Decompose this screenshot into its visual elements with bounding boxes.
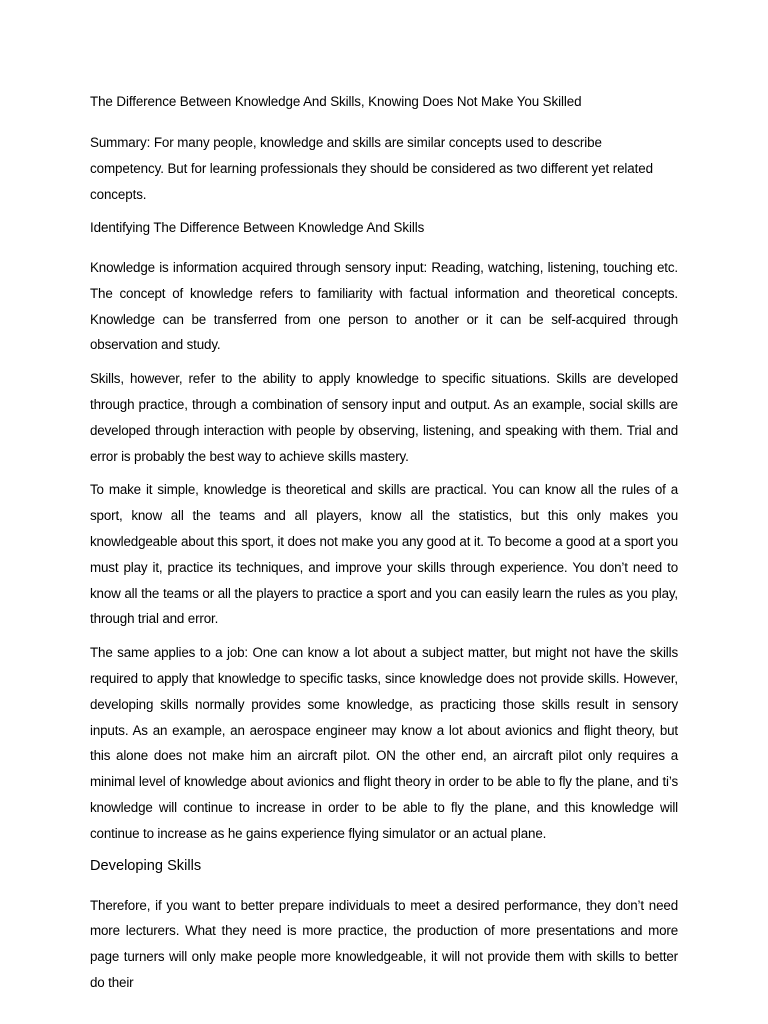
document-title: The Difference Between Knowledge And Skills, Knowing Does Not Make You Skilled — [90, 94, 582, 109]
paragraph-developing: Therefore, if you want to better prepare individuals to meet a desired performance, they don’t need more lecturers. What they need is more practice, the production of more presentations and more page turners will only make people more knowledgeable, it will not provide them with skills to better do their — [90, 897, 678, 990]
section-heading: Developing Skills — [90, 857, 202, 874]
subheading: Identifying The Difference Between Knowledge And Skills — [90, 220, 425, 235]
paragraph-job: The same applies to a job: One can know a lot about a subject matter, but might not have the skills required to apply that knowledge to specific tasks, since knowledge does not provide skills. However, developing skills normally provides some knowledge, as practicing those skills result in sensory inputs. As an example, an aerospace engineer may know a lot about avionics and flight theory, but this alone does not make him an aircraft pilot. ON the other end, an aircraft pilot only requires a minimal level of knowledge about avionics and flight theory in order to be able to fly the plane, and ti’s knowledge will continue to increase in order to be able to fly the plane, and this knowledge will continue to increase as he gains experience flying simulator or an actual plane. — [90, 645, 678, 841]
summary-label: Summary: — [90, 135, 151, 150]
paragraph-simple: To make it simple, knowledge is theoretical and skills are practical. You can know all the rules of a sport, know all the teams and all players, know all the statistics, but this only makes you knowledgeable about this sport, it does not make you any good at it. To become a good at a sport you must play it, practice its techniques, and improve your skills through experience. You don’t need to know all the teams or all the players to practice a sport and you can easily learn the rules as you play, through trial and error. — [90, 482, 678, 627]
paragraph-skills: Skills, however, refer to the ability to apply knowledge to specific situations. Skills are developed through practice, through a combination of sensory input and output. As an example, social skills are developed through interaction with people by observing, listening, and speaking with them. Trial and error is probably the best way to achieve skills mastery. — [90, 371, 678, 464]
summary-text: For many people, knowledge and skills are similar concepts used to describe competency. But for learning professionals they should be considered as two different yet related concepts. — [90, 135, 653, 202]
document-page — [90, 92, 678, 1004]
summary-paragraph — [90, 130, 678, 208]
paragraph-knowledge: Knowledge is information acquired through sensory input: Reading, watching, listening, touching etc. The concept of knowledge refers to familiarity with factual information and theoretical concepts. Knowledge can be transferred from one person to another or it can be self-acquired through observation and study. — [90, 260, 678, 353]
